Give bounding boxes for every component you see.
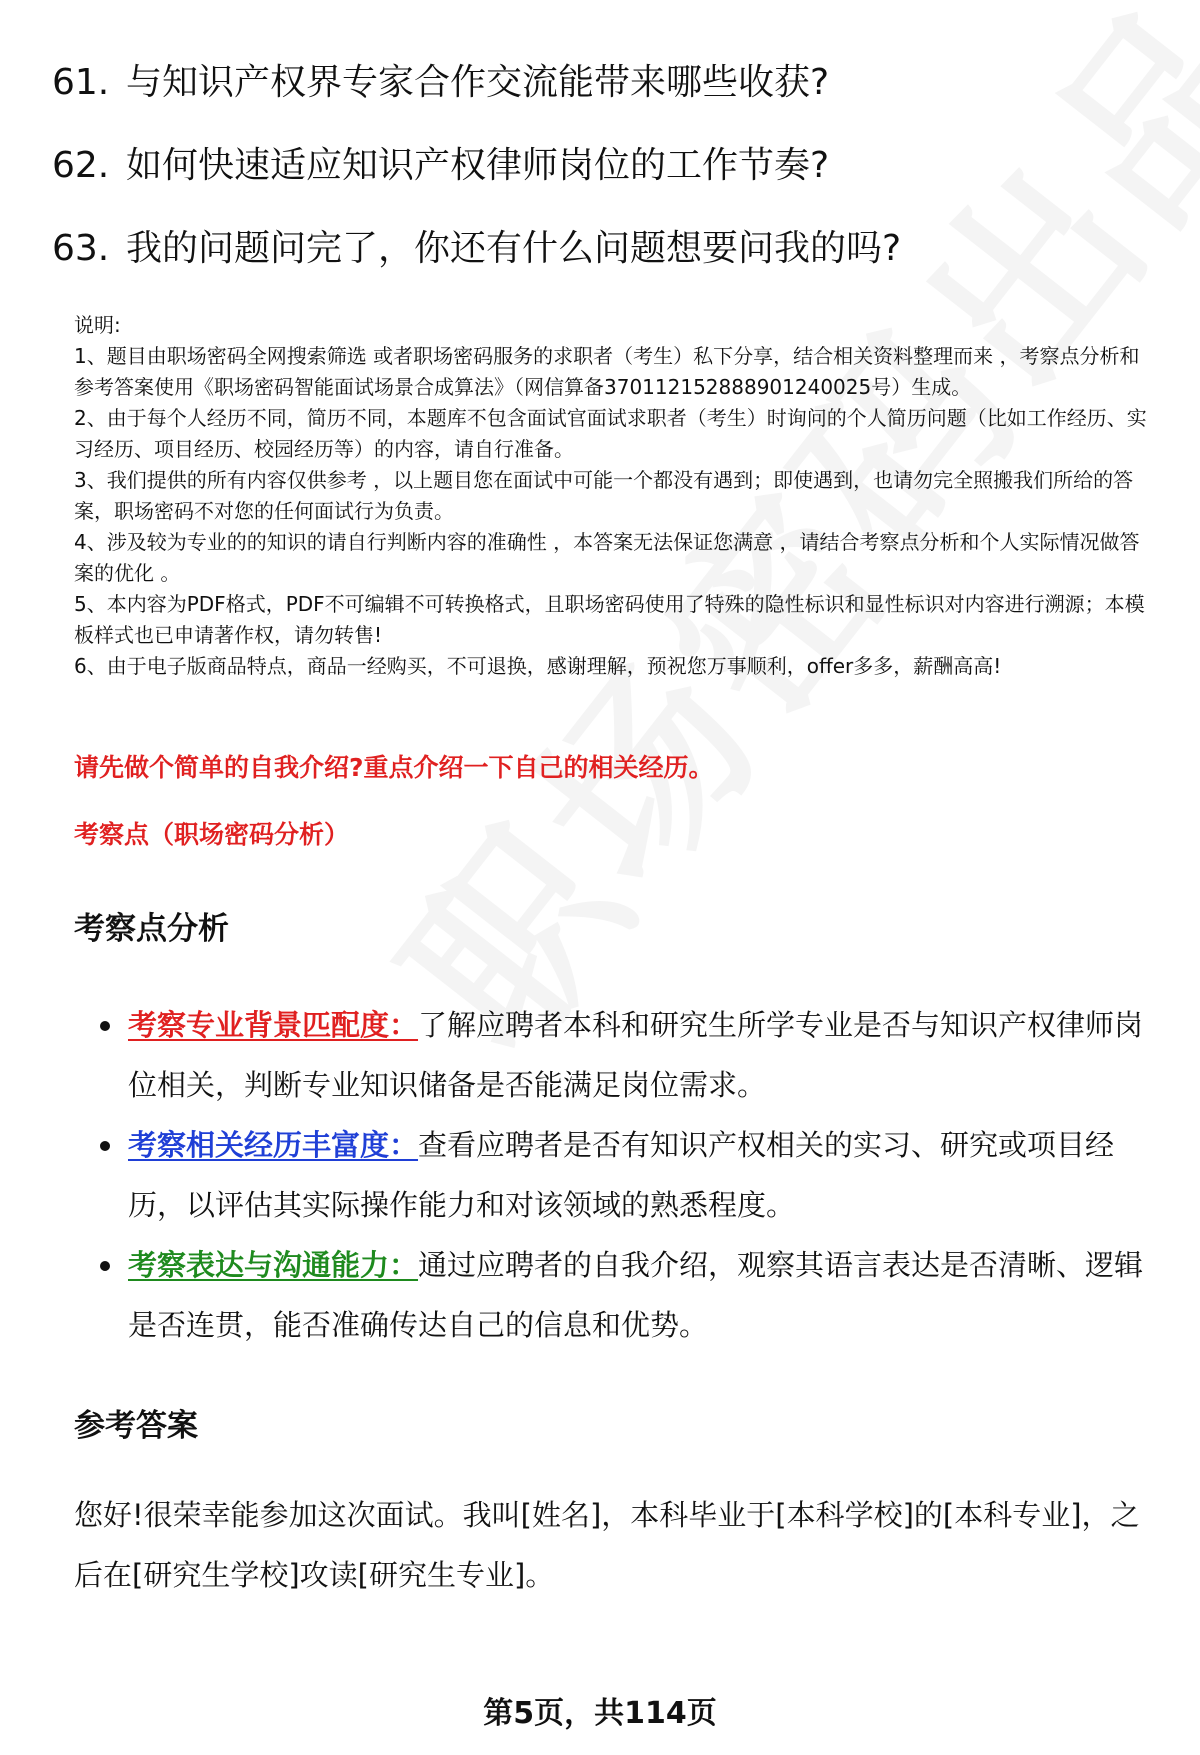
question-text: 如何快速适应知识产权律师岗位的工作节奏? xyxy=(126,145,830,186)
analysis-keyword: 考察表达与沟通能力： xyxy=(128,1248,419,1282)
analysis-text: 了解应聘者本科和研究生所学专业是否与知识产权律师岗位相关，判断专业知识储备是否能满足岗位需求。 xyxy=(128,1008,1144,1102)
notes-heading: 说明: xyxy=(74,313,121,337)
question-title: 请先做个简单的自我介绍?重点介绍一下自己的相关经历。 xyxy=(74,753,714,782)
point-label: 考察点（职场密码分析） xyxy=(74,820,350,849)
question-number: 63. xyxy=(52,228,110,269)
note-item: 1、题目由职场密码全网搜索筛选 或者职场密码服务的求职者（考生）私下分享，结合相关资料整理而来 ，考察点分析和参考答案使用《职场密码智能面试场景合成算法》（网信算备370112152888901240025号）生成。 xyxy=(74,344,1140,399)
bullet-icon xyxy=(100,1021,110,1031)
question-number: 61. xyxy=(52,62,110,103)
bullet-icon xyxy=(100,1261,110,1271)
analysis-item xyxy=(100,1235,1160,1355)
notes-section xyxy=(74,310,1159,682)
analysis-keyword: 考察相关经历丰富度： xyxy=(128,1128,419,1162)
analysis-list xyxy=(100,995,1160,1355)
analysis-item xyxy=(100,995,1160,1115)
question-item xyxy=(52,224,1162,274)
analysis-keyword: 考察专业背景匹配度： xyxy=(128,1008,419,1042)
note-item: 4、涉及较为专业的的知识的请自行判断内容的准确性 ，本答案无法保证您满意 ，请结合考察点分析和个人实际情况做答案的优化 。 xyxy=(74,530,1140,585)
note-item: 6、由于电子版商品特点，商品一经购买，不可退换，感谢理解，预祝您万事顺利，offer多多，薪酬高高! xyxy=(74,654,1002,678)
page-footer: 第5页，共114页 xyxy=(483,1696,717,1731)
question-item xyxy=(52,58,1162,108)
question-number: 62. xyxy=(52,145,110,186)
note-item: 5、本内容为PDF格式，PDF不可编辑不可转换格式，且职场密码使用了特殊的隐性标识和显性标识对内容进行溯源；本模板样式也已申请著作权，请勿转售! xyxy=(74,592,1145,647)
note-item: 2、由于每个人经历不同，简历不同，本题库不包含面试官面试求职者（考生）时询问的个人简历问题（比如工作经历、实习经历、项目经历、校园经历等）的内容，请自行准备。 xyxy=(74,406,1147,461)
analysis-text: 查看应聘者是否有知识产权相关的实习、研究或项目经历，以评估其实际操作能力和对该领域的熟悉程度。 xyxy=(128,1128,1115,1222)
bullet-icon xyxy=(100,1141,110,1151)
analysis-item xyxy=(100,1115,1160,1235)
note-item: 3、我们提供的所有内容仅供参考 ，以上题目您在面试中可能一个都没有遇到；即使遇到，也请勿完全照搬我们所给的答案，职场密码不对您的任何面试行为负责。 xyxy=(74,468,1134,523)
answer-text: 您好!很荣幸能参加这次面试。我叫[姓名]，本科毕业于[本科学校]的[本科专业]，之后在[研究生学校]攻读[研究生专业]。 xyxy=(74,1498,1140,1592)
question-text: 我的问题问完了，你还有什么问题想要问我的吗? xyxy=(126,228,902,269)
analysis-heading: 考察点分析 xyxy=(74,911,229,947)
question-item xyxy=(52,141,1162,191)
question-text: 与知识产权界专家合作交流能带来哪些收获? xyxy=(126,62,830,103)
analysis-text: 通过应聘者的自我介绍，观察其语言表达是否清晰、逻辑是否连贯，能否准确传达自己的信息和优势。 xyxy=(128,1248,1144,1342)
answer-heading: 参考答案 xyxy=(74,1408,198,1444)
question-list xyxy=(52,58,1162,307)
